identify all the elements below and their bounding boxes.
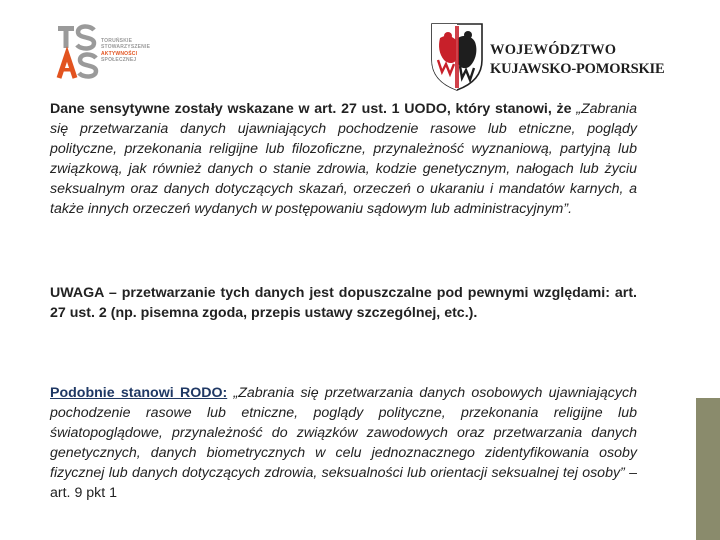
- voivodeship-name-line1: WOJEWÓDZTWO: [490, 42, 617, 58]
- uodo-intro: Dane sensytywne zostały wskazane w art. 27 ust. 1 UODO, który stanowi, że: [50, 101, 572, 117]
- right-accent-band: [696, 398, 720, 540]
- uodo-quote: „Zabrania się przetwarzania danych ujawniających pochodzenie rasowe lub etniczne, poglądy polityczne, przekonania religijne lub filozoficzne, przynależność wyznaniową, partyjną lub związkową, jak również danych o stanie zdrowia, kodzie genetycznym, nałogach lub życiu seksualnym oraz danych dotyczących skazań, orzeczeń o ukaraniu i mandatów karnych, a także innych orzeczeń wydanych w postępowaniu sądowym lub administracyjnym”.: [50, 101, 637, 217]
- tsas-line: STOWARZYSZENIE: [101, 44, 151, 51]
- tsas-line: SPOŁECZNEJ: [101, 56, 137, 63]
- rodo-lead: Podobnie stanowi RODO:: [50, 385, 228, 401]
- tsas-monogram-icon: [56, 24, 100, 80]
- tsas-logo: [56, 24, 176, 80]
- rodo-ref: – art. 9 pkt 1: [50, 465, 637, 501]
- paragraph-warning: UWAGA – przetwarzanie tych danych jest dopuszczalne pod pewnymi względami: art. 27 ust. 2 (np. pisemna zgoda, przepis ustawy szczególnej, etc.).: [50, 285, 637, 321]
- rodo-quote: „Zabrania się przetwarzania danych osobowych ujawniających pochodzenie rasowe lub etniczne, poglądy polityczne, przekonania religijne lub światopoglądowe, przynależność do związków zawodowych oraz przetwarzania danych genetycznych, danych biometrycznych w celu jednoznacznego zidentyfikowania osoby fizycznej lub danych dotyczących zdrowia, seksualności lub orientacji seksualnej tej osoby”: [50, 385, 637, 481]
- tsas-name: [101, 38, 150, 63]
- griffin-crest-icon: [428, 20, 486, 92]
- paragraph-rodo: [50, 383, 637, 503]
- voivodeship-name-line2: KUJAWSKO-POMORSKIE: [490, 61, 665, 77]
- tsas-line: TORUŃSKIE: [101, 38, 133, 44]
- paragraph-uodo: [50, 99, 637, 219]
- tsas-line: AKTYWNOŚCI: [101, 50, 138, 57]
- voivodeship-logo: [428, 20, 665, 92]
